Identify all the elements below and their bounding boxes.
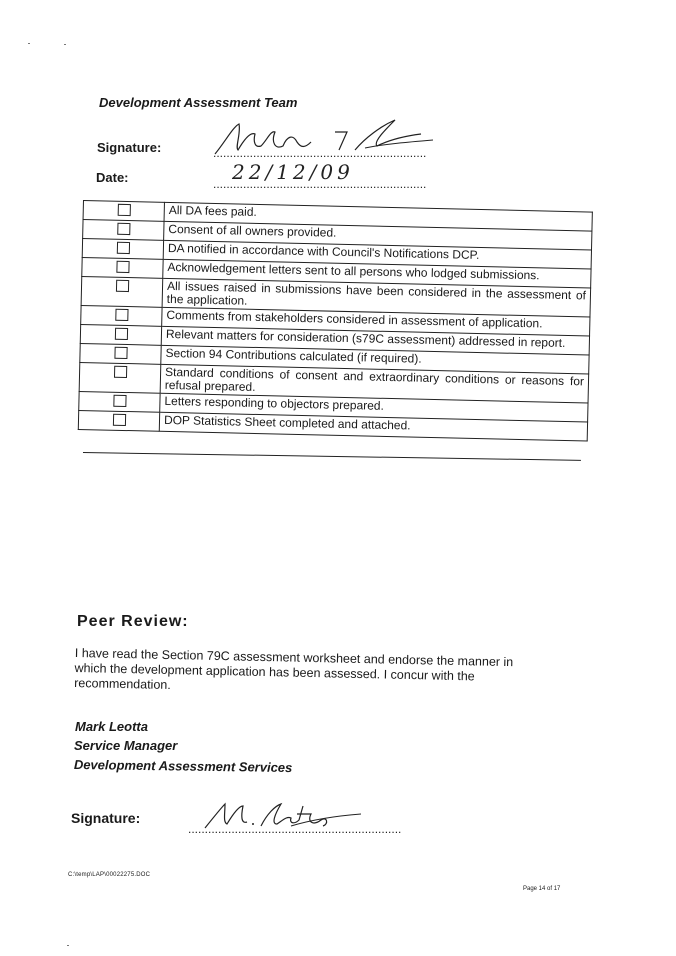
checkbox-icon <box>116 242 129 254</box>
checklist-checkbox-cell <box>79 362 161 393</box>
reviewer-signature-label: Signature: <box>71 810 141 826</box>
peer-review-title: Peer Review: <box>77 613 189 630</box>
checklist-item-text: Standard conditions of consent and extraordinary conditions or reasons for refusal prepared. <box>160 364 589 403</box>
checkbox-icon <box>113 395 126 407</box>
checklist-item-text: Letters responding to objectors prepared. <box>160 393 588 422</box>
checkbox-icon <box>114 347 127 359</box>
date-value: 22/12/09 <box>232 160 354 184</box>
checklist-item-text: DA notified in accordance with Council's Notifications DCP. <box>163 240 591 269</box>
checklist-item-text: All issues raised in submissions have been considered in the assessment of the application. <box>162 278 591 317</box>
checklist-checkbox-cell <box>82 239 163 260</box>
checklist-item-text: Relevant matters for consideration (s79C assessment) addressed in report. <box>161 326 589 355</box>
checklist-checkbox-cell <box>79 391 160 412</box>
checklist-checkbox-cell <box>82 257 163 278</box>
checkbox-icon <box>112 414 125 426</box>
reviewer-department: Development Assessment Services <box>73 756 293 776</box>
section-divider <box>83 452 581 461</box>
date-line: ................................................................ <box>213 177 427 191</box>
checkbox-icon <box>117 223 130 235</box>
signature-line: ................................................................ <box>213 146 427 160</box>
checkbox-icon <box>113 366 126 378</box>
checklist-checkbox-cell <box>80 324 161 345</box>
reviewer-name: Mark Leotta <box>75 719 148 734</box>
da-checklist <box>78 200 593 442</box>
checklist-checkbox-cell <box>83 201 164 222</box>
checklist-item-text: Section 94 Contributions calculated (if required). <box>161 345 589 374</box>
checklist-item-text: DOP Statistics Sheet completed and attached. <box>159 412 587 441</box>
checklist-checkbox-cell <box>80 343 161 364</box>
signature-label: Signature: <box>97 140 162 155</box>
checkbox-icon <box>117 204 130 216</box>
checklist-item-text: Consent of all owners provided. <box>164 221 592 250</box>
checklist-item-text: Acknowledgement letters sent to all persons who lodged submissions. <box>163 259 591 288</box>
checkbox-icon <box>114 328 127 340</box>
checklist-checkbox-cell <box>81 305 162 326</box>
checkbox-icon <box>115 280 128 292</box>
page-number: Page 14 of 17 <box>523 886 561 892</box>
checklist-checkbox-cell <box>83 220 164 241</box>
checklist-item-text: Comments from stakeholders considered in assessment of application. <box>162 307 590 336</box>
checklist-checkbox-cell <box>78 410 159 431</box>
team-title: Development Assessment Team <box>99 95 298 110</box>
scan-speck <box>67 945 69 946</box>
document-path: C:\temp\LAP\00022275.DOC <box>68 872 151 878</box>
peer-review-statement: I have read the Section 79C assessment worksheet and endorse the manner in which the development application has been assessed. I concur with the recommendation. <box>74 646 514 693</box>
checklist-checkbox-cell <box>81 276 163 307</box>
checklist-item-text: All DA fees paid. <box>164 202 592 231</box>
reviewer-signature-line: ................................................................ <box>188 822 402 836</box>
scan-speck <box>64 44 66 45</box>
date-label: Date: <box>96 170 129 185</box>
scan-speck <box>28 43 30 44</box>
checkbox-icon <box>115 309 128 321</box>
checkbox-icon <box>116 261 129 273</box>
reviewer-position: Service Manager <box>74 738 178 753</box>
